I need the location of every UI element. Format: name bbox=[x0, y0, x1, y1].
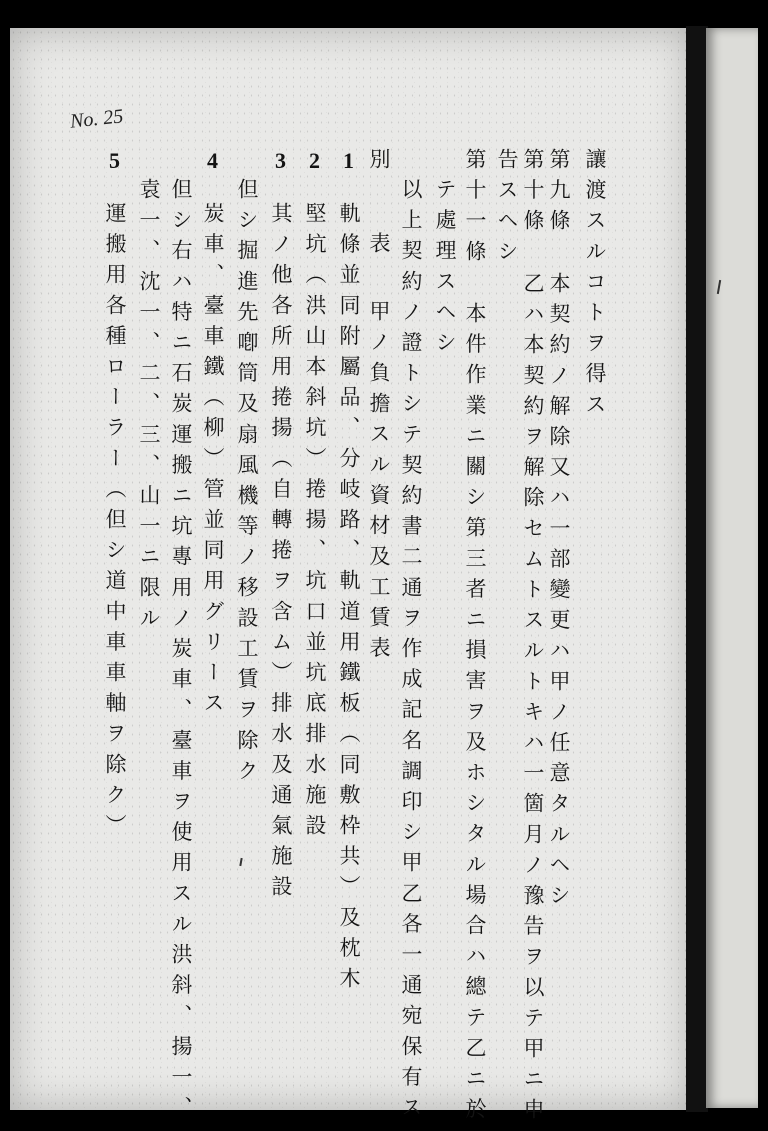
item-number: 2 bbox=[302, 148, 327, 183]
handwritten-page-number: No. 25 bbox=[68, 105, 125, 133]
item-number: 1 bbox=[336, 148, 361, 183]
text-column: 乙ハ本契約ヲ解除セムトスルトキハ一箇月ノ豫告ヲ以テ甲ニ申 bbox=[521, 272, 545, 1129]
list-item-note: 但シ右ハ特ニ石炭運搬ニ坑專用ノ炭車、臺車ヲ使用スル洪斜、揚一、 bbox=[169, 178, 193, 1127]
text-column: テ處理スヘシ bbox=[433, 178, 457, 362]
list-item-note: 袁一、沈一、二、三、山一ニ限ル bbox=[137, 178, 161, 637]
text-column: 本件作業ニ關シ第三者ニ損害ヲ及ホシタル場合ハ總テ乙ニ於 bbox=[463, 302, 487, 1129]
list-item-note: 但シ掘進先喞筒及扇風機等ノ移設工賃ヲ除ク bbox=[235, 178, 259, 790]
list-item: 其ノ他各所用捲揚（自轉捲ヲ含ム）排水及通氣施設 bbox=[269, 202, 293, 906]
article-heading: 第九條 bbox=[547, 148, 571, 240]
text-column: 本契約ノ解除又ハ一部變更ハ甲ノ任意タルヘシ bbox=[547, 272, 571, 915]
item-number: 5 bbox=[102, 148, 127, 183]
text-column: 讓渡スルコトヲ得ス bbox=[583, 148, 607, 424]
binding-spine bbox=[686, 26, 708, 1112]
article-heading: 第十條 bbox=[521, 148, 545, 240]
list-item: 堅坑（洪山本斜坑）捲揚、坑口並坑底排水施設 bbox=[303, 202, 327, 845]
text-column: 以上契約ノ證トシテ契約書二通ヲ作成記名調印シ甲乙各一通宛保有ス bbox=[399, 178, 423, 1127]
item-number: 4 bbox=[200, 148, 225, 183]
text-column: 告スヘシ bbox=[495, 148, 519, 271]
article-heading: 第十一條 bbox=[463, 148, 487, 271]
appendix-heading: 別 bbox=[367, 148, 391, 179]
item-number: 3 bbox=[268, 148, 293, 183]
appendix-title: 甲ノ負擔スル資材及工賃表 bbox=[367, 300, 391, 668]
appendix-heading: 表 bbox=[367, 232, 391, 263]
adjacent-page-edge bbox=[706, 28, 758, 1108]
list-item: 運搬用各種ローラー（但シ道中車車軸ヲ除ク） bbox=[103, 202, 127, 845]
list-item: 炭車、臺車鐵（柳）管並同用グリース bbox=[201, 202, 225, 723]
list-item: 軌條並同附屬品、分岐路、軌道用鐵板（同敷枠共）及枕木 bbox=[337, 202, 361, 998]
